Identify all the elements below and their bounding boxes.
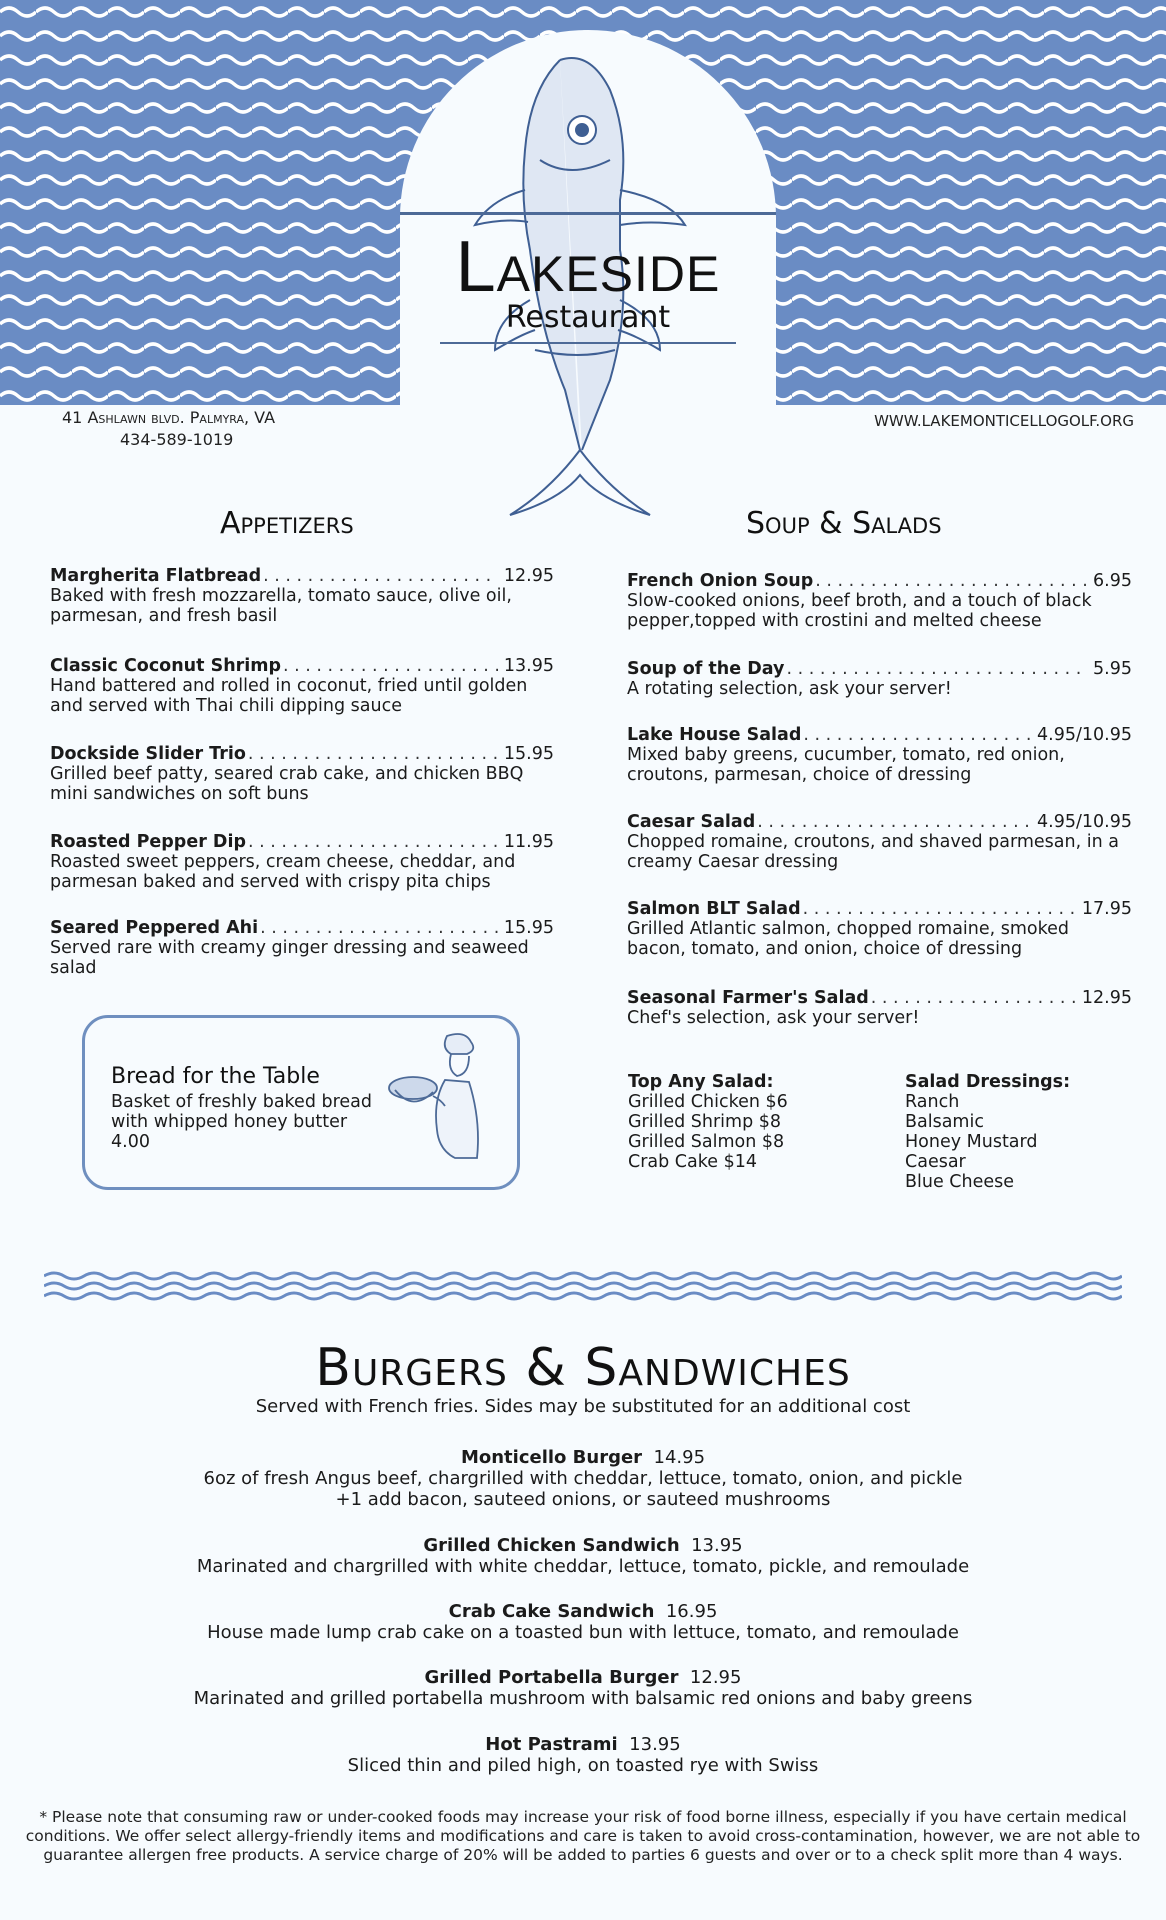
burgers-title: Burgers & Sandwiches bbox=[315, 1338, 851, 1398]
item-name: Grilled Portabella Burger bbox=[424, 1667, 679, 1688]
item-name: French Onion Soup bbox=[627, 571, 814, 591]
leader-dots bbox=[803, 725, 1031, 745]
salad-dressings bbox=[905, 1072, 1070, 1192]
salad-toppings bbox=[628, 1072, 788, 1172]
item-name: Classic Coconut Shrimp bbox=[50, 656, 282, 676]
logo-rule-bottom bbox=[440, 342, 736, 344]
item-price: 6.95 bbox=[1093, 571, 1132, 591]
item-price: 13.95 bbox=[691, 1535, 743, 1556]
item-desc: Sliced thin and piled high, on toasted rye with Swiss bbox=[347, 1755, 819, 1776]
bread-desc: Basket of freshly baked bread with whipped honey butter 4.00 bbox=[111, 1092, 373, 1152]
item-desc: Grilled beef patty, seared crab cake, and chicken BBQ mini sandwiches on soft buns bbox=[50, 764, 524, 804]
menu-item bbox=[50, 918, 554, 978]
item-name: Salmon BLT Salad bbox=[627, 899, 801, 919]
item-desc: Chopped romaine, croutons, and shaved parmesan, in a creamy Caesar dressing bbox=[627, 832, 1119, 872]
item-desc: Marinated and chargrilled with white cheddar, lettuce, tomato, pickle, and remoulade bbox=[196, 1556, 970, 1577]
menu-item bbox=[50, 656, 554, 716]
item-name: Hot Pastrami bbox=[485, 1734, 618, 1755]
leader-dots bbox=[263, 566, 498, 586]
logo-title: Lakeside bbox=[455, 227, 721, 307]
item-price: 13.95 bbox=[629, 1734, 681, 1755]
bread-title: Bread for the Table bbox=[111, 1064, 320, 1089]
item-name: Dockside Slider Trio bbox=[50, 744, 246, 764]
topping-item: Grilled Salmon $8 bbox=[628, 1132, 785, 1152]
item-price: 15.95 bbox=[503, 744, 554, 764]
menu-item bbox=[0, 1535, 1166, 1577]
dressing-item: Honey Mustard bbox=[905, 1132, 1038, 1152]
item-name: Lake House Salad bbox=[627, 725, 802, 745]
item-price: 15.95 bbox=[503, 918, 554, 938]
item-desc: Hand battered and rolled in coconut, fried until golden and served with Thai chili dipping sauce bbox=[50, 676, 528, 716]
dressing-item: Caesar bbox=[905, 1152, 966, 1172]
menu-item bbox=[50, 832, 554, 892]
item-price: 11.95 bbox=[503, 832, 554, 852]
allergy-note: * Please note that consuming raw or under-cooked foods may increase your risk of food borne illness, especially if you have certain medical conditions. We offer select allergy-friendly items and modifications and care is taken to avoid cross-contamination, however, we are not able to guarantee allergen free products. A service charge of 20% will be added to parties 6 guests and over or to a check split more than 4 ways. bbox=[25, 1808, 1141, 1864]
leader-dots bbox=[260, 918, 498, 938]
topping-item: Crab Cake $14 bbox=[628, 1152, 757, 1172]
item-price: 12.95 bbox=[1081, 988, 1132, 1008]
website-link[interactable]: WWW.LAKEMONTICELLOGOLF.ORG bbox=[874, 412, 1134, 430]
item-price: 4.95/10.95 bbox=[1037, 812, 1132, 832]
menu-item bbox=[627, 725, 1132, 785]
item-desc: Mixed baby greens, cucumber, tomato, red onion, croutons, parmesan, choice of dressing bbox=[627, 745, 1065, 785]
phone-number: 434-589-1019 bbox=[120, 430, 234, 449]
menu-item bbox=[627, 899, 1132, 959]
menu-item bbox=[627, 812, 1132, 872]
item-name: Monticello Burger bbox=[460, 1447, 643, 1468]
item-price: 14.95 bbox=[653, 1447, 706, 1468]
item-name: Margherita Flatbread bbox=[50, 566, 262, 586]
bread-card bbox=[82, 1015, 520, 1190]
dressing-item: Balsamic bbox=[905, 1112, 984, 1132]
topping-item: Grilled Shrimp $8 bbox=[628, 1112, 782, 1132]
item-name: Roasted Pepper Dip bbox=[50, 832, 246, 852]
item-desc: A rotating selection, ask your server! bbox=[627, 679, 952, 699]
item-name: Grilled Chicken Sandwich bbox=[423, 1535, 680, 1556]
item-price: 16.95 bbox=[665, 1601, 718, 1622]
item-price: 4.95/10.95 bbox=[1037, 725, 1132, 745]
leader-dots bbox=[283, 656, 498, 676]
leader-dots bbox=[248, 832, 498, 852]
menu-item bbox=[627, 659, 1132, 699]
item-name: Soup of the Day bbox=[627, 659, 785, 679]
item-name: Seared Peppered Ahi bbox=[50, 918, 259, 938]
menu-item bbox=[0, 1447, 1166, 1510]
item-desc: Baked with fresh mozzarella, tomato sauce, olive oil, parmesan, and fresh basil bbox=[50, 586, 512, 626]
address-line: 41 Ashlawn blvd. Palmyra, VA bbox=[62, 408, 276, 427]
leader-dots bbox=[757, 812, 1031, 832]
menu-item bbox=[627, 571, 1132, 631]
item-name: Caesar Salad bbox=[627, 812, 756, 832]
item-desc: Served rare with creamy ginger dressing and seaweed salad bbox=[50, 938, 529, 978]
burgers-subtitle: Served with French fries. Sides may be substituted for an additional cost bbox=[255, 1396, 911, 1417]
leader-dots bbox=[786, 659, 1087, 679]
menu-item bbox=[50, 566, 554, 626]
chef-illustration bbox=[385, 1030, 495, 1160]
leader-dots bbox=[803, 899, 1076, 919]
item-desc: Chef's selection, ask your server! bbox=[627, 1008, 920, 1028]
leader-dots bbox=[248, 744, 498, 764]
wave-divider bbox=[44, 1268, 1122, 1304]
menu-item bbox=[0, 1734, 1166, 1776]
item-price: 12.95 bbox=[503, 566, 554, 586]
item-name: Seasonal Farmer's Salad bbox=[627, 988, 869, 1008]
menu-item bbox=[0, 1601, 1166, 1643]
item-price: 17.95 bbox=[1081, 899, 1132, 919]
item-desc: 6oz of fresh Angus beef, chargrilled with cheddar, lettuce, tomato, onion, and pickle bbox=[203, 1468, 963, 1489]
item-price: 5.95 bbox=[1093, 659, 1132, 679]
leader-dots bbox=[871, 988, 1076, 1008]
menu-item bbox=[50, 744, 554, 804]
item-price: 13.95 bbox=[503, 656, 554, 676]
item-desc: Roasted sweet peppers, cream cheese, cheddar, and parmesan baked and served with crispy pita chips bbox=[50, 852, 516, 892]
topping-item: Grilled Chicken $6 bbox=[628, 1092, 788, 1112]
item-desc: Grilled Atlantic salmon, chopped romaine, smoked bacon, tomato, and onion, choice of dressing bbox=[627, 919, 1070, 959]
item-addon: +1 add bacon, sauteed onions, or sauteed mushrooms bbox=[335, 1489, 831, 1510]
soups-title: Soup & Salads bbox=[746, 506, 942, 541]
appetizers-title: Appetizers bbox=[220, 506, 354, 541]
dressings-title: Salad Dressings: bbox=[905, 1072, 1071, 1092]
item-desc: Slow-cooked onions, beef broth, and a touch of black pepper,topped with crostini and melted cheese bbox=[627, 591, 1092, 631]
address bbox=[62, 408, 276, 449]
dressing-item: Blue Cheese bbox=[905, 1172, 1015, 1192]
dressing-item: Ranch bbox=[905, 1092, 960, 1112]
menu-item bbox=[627, 988, 1132, 1028]
leader-dots bbox=[815, 571, 1087, 591]
logo-subtitle: Restaurant bbox=[505, 300, 671, 335]
item-name: Crab Cake Sandwich bbox=[448, 1601, 655, 1622]
item-desc: Marinated and grilled portabella mushroom with balsamic red onions and baby greens bbox=[193, 1688, 973, 1709]
item-price: 12.95 bbox=[689, 1667, 742, 1688]
toppings-title: Top Any Salad: bbox=[628, 1072, 774, 1092]
logo bbox=[400, 210, 776, 350]
item-desc: House made lump crab cake on a toasted bun with lettuce, tomato, and remoulade bbox=[207, 1622, 959, 1643]
menu-item bbox=[0, 1667, 1166, 1709]
logo-rule-top bbox=[400, 212, 776, 215]
